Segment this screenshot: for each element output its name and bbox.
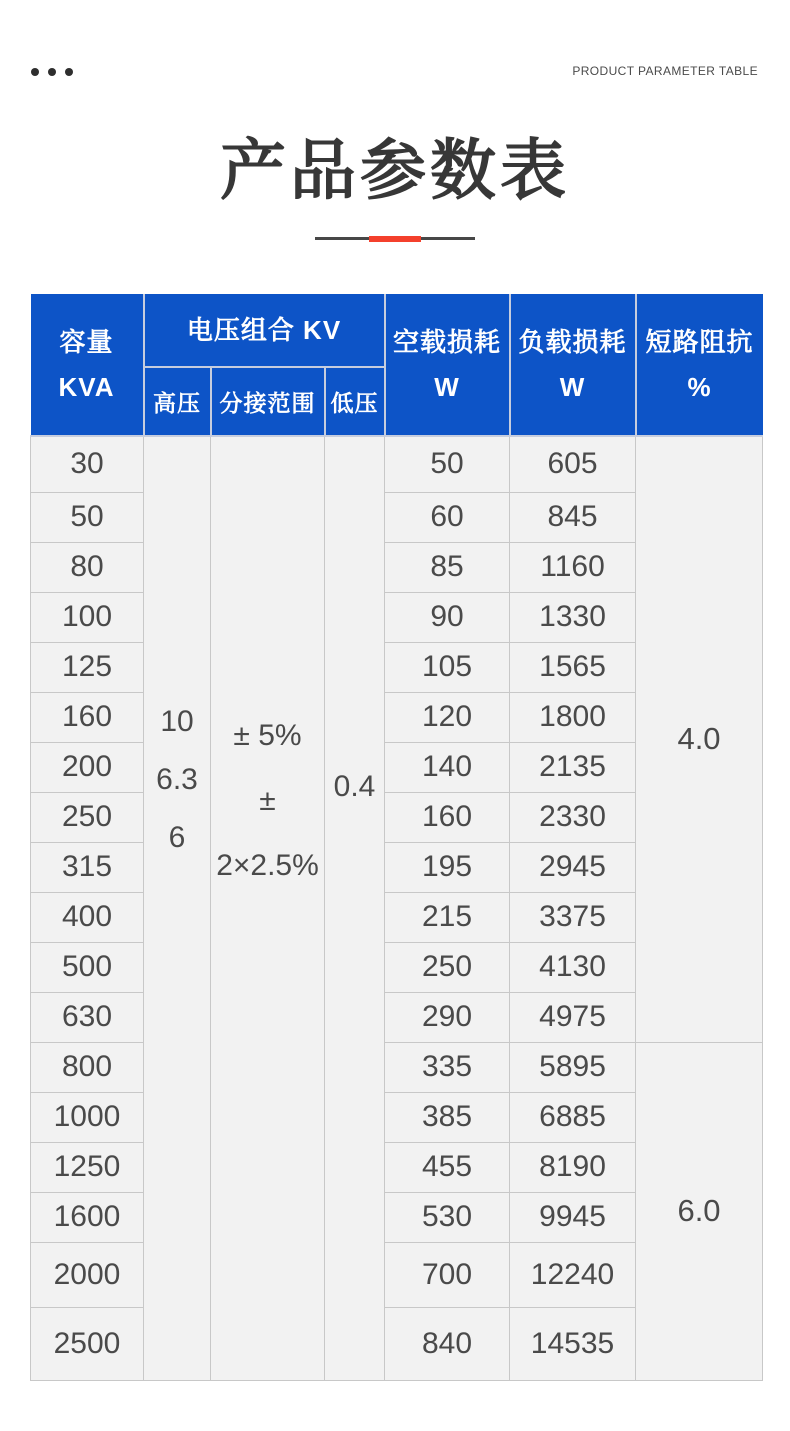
capacity-cell: 250 bbox=[31, 792, 144, 842]
load-loss-cell: 3375 bbox=[510, 892, 636, 942]
impedance-merged-cell: 6.0 bbox=[636, 1042, 763, 1380]
tap-range-value: ± 5% bbox=[233, 718, 302, 752]
header-row-main bbox=[31, 294, 763, 367]
tap-range-values bbox=[211, 703, 324, 898]
col-header-tap-range-label: 分接范围 bbox=[219, 390, 316, 416]
load-loss-cell: 14535 bbox=[510, 1307, 636, 1380]
low-voltage-value: 0.4 bbox=[333, 770, 376, 804]
col-header-load-loss-label: 负载损耗 bbox=[518, 326, 627, 357]
window-dots bbox=[31, 68, 73, 76]
no-load-loss-cell: 160 bbox=[385, 792, 510, 842]
col-header-capacity-unit: KVA bbox=[58, 371, 115, 402]
col-header-low-voltage bbox=[325, 367, 385, 436]
high-voltage-values bbox=[144, 693, 210, 867]
load-loss-cell: 1565 bbox=[510, 642, 636, 692]
no-load-loss-cell: 335 bbox=[385, 1042, 510, 1092]
page-title: 产品参数表 bbox=[220, 133, 570, 207]
load-loss-cell: 1800 bbox=[510, 692, 636, 742]
product-parameter-table bbox=[30, 294, 763, 1381]
dot-icon bbox=[48, 68, 56, 76]
no-load-loss-cell: 250 bbox=[385, 942, 510, 992]
col-header-no-load-loss-unit: W bbox=[434, 371, 460, 402]
no-load-loss-cell: 90 bbox=[385, 592, 510, 642]
dot-icon bbox=[65, 68, 73, 76]
no-load-loss-cell: 120 bbox=[385, 692, 510, 742]
no-load-loss-cell: 105 bbox=[385, 642, 510, 692]
col-header-load-loss-unit: W bbox=[559, 371, 586, 402]
capacity-cell: 2500 bbox=[31, 1307, 144, 1380]
load-loss-cell: 9945 bbox=[510, 1192, 636, 1242]
capacity-cell: 100 bbox=[31, 592, 144, 642]
no-load-loss-cell: 455 bbox=[385, 1142, 510, 1192]
col-header-voltage-combo-label: 电压组合 KV bbox=[186, 315, 342, 345]
high-voltage-value: 6 bbox=[168, 821, 186, 855]
load-loss-cell: 6885 bbox=[510, 1092, 636, 1142]
capacity-cell: 30 bbox=[31, 436, 144, 492]
col-header-capacity-label: 容量 bbox=[59, 326, 114, 357]
capacity-cell: 200 bbox=[31, 742, 144, 792]
no-load-loss-cell: 215 bbox=[385, 892, 510, 942]
capacity-cell: 80 bbox=[31, 542, 144, 592]
high-voltage-value: 6.3 bbox=[156, 763, 198, 797]
no-load-loss-cell: 840 bbox=[385, 1307, 510, 1380]
load-loss-cell: 4975 bbox=[510, 992, 636, 1042]
impedance-merged-cell: 4.0 bbox=[636, 436, 763, 1042]
no-load-loss-cell: 530 bbox=[385, 1192, 510, 1242]
col-header-impedance bbox=[636, 294, 763, 436]
load-loss-cell: 2945 bbox=[510, 842, 636, 892]
load-loss-cell: 2330 bbox=[510, 792, 636, 842]
col-header-capacity bbox=[31, 294, 144, 436]
no-load-loss-cell: 60 bbox=[385, 492, 510, 542]
load-loss-cell: 1330 bbox=[510, 592, 636, 642]
load-loss-cell: 5895 bbox=[510, 1042, 636, 1092]
dot-icon bbox=[31, 68, 39, 76]
header-eyebrow: PRODUCT PARAMETER TABLE bbox=[572, 64, 758, 78]
no-load-loss-cell: 195 bbox=[385, 842, 510, 892]
capacity-cell: 400 bbox=[31, 892, 144, 942]
col-header-low-voltage-label: 低压 bbox=[330, 390, 379, 416]
high-voltage-value: 10 bbox=[160, 705, 194, 739]
col-header-tap-range bbox=[211, 367, 325, 436]
capacity-cell: 50 bbox=[31, 492, 144, 542]
load-loss-cell: 1160 bbox=[510, 542, 636, 592]
capacity-cell: 1250 bbox=[31, 1142, 144, 1192]
col-header-impedance-label: 短路阻抗 bbox=[645, 326, 754, 357]
no-load-loss-cell: 50 bbox=[385, 436, 510, 492]
tap-range-merged-cell bbox=[211, 436, 325, 1380]
capacity-cell: 315 bbox=[31, 842, 144, 892]
load-loss-cell: 2135 bbox=[510, 742, 636, 792]
col-header-high-voltage-label: 高压 bbox=[153, 390, 201, 416]
table-row bbox=[31, 1042, 763, 1092]
col-header-no-load-loss bbox=[385, 294, 510, 436]
no-load-loss-cell: 290 bbox=[385, 992, 510, 1042]
col-header-load-loss bbox=[510, 294, 636, 436]
high-voltage-merged-cell bbox=[144, 436, 211, 1380]
load-loss-cell: 8190 bbox=[510, 1142, 636, 1192]
capacity-cell: 125 bbox=[31, 642, 144, 692]
table-row bbox=[31, 436, 763, 492]
capacity-cell: 2000 bbox=[31, 1242, 144, 1307]
divider-accent bbox=[369, 236, 421, 242]
title-divider bbox=[315, 236, 475, 242]
col-header-high-voltage bbox=[144, 367, 211, 436]
capacity-cell: 800 bbox=[31, 1042, 144, 1092]
capacity-cell: 1600 bbox=[31, 1192, 144, 1242]
capacity-cell: 1000 bbox=[31, 1092, 144, 1142]
no-load-loss-cell: 700 bbox=[385, 1242, 510, 1307]
table-container bbox=[30, 294, 762, 1381]
col-header-no-load-loss-label: 空载损耗 bbox=[393, 326, 502, 357]
col-header-impedance-unit: % bbox=[687, 371, 712, 402]
col-header-voltage-combo bbox=[144, 294, 385, 367]
load-loss-cell: 12240 bbox=[510, 1242, 636, 1307]
table-body bbox=[31, 436, 763, 1380]
capacity-cell: 500 bbox=[31, 942, 144, 992]
load-loss-cell: 845 bbox=[510, 492, 636, 542]
capacity-cell: 630 bbox=[31, 992, 144, 1042]
load-loss-cell: 605 bbox=[510, 436, 636, 492]
capacity-cell: 160 bbox=[31, 692, 144, 742]
no-load-loss-cell: 385 bbox=[385, 1092, 510, 1142]
load-loss-cell: 4130 bbox=[510, 942, 636, 992]
low-voltage-merged-cell bbox=[325, 436, 385, 1380]
tap-range-value: ± 2×2.5% bbox=[216, 783, 319, 882]
no-load-loss-cell: 140 bbox=[385, 742, 510, 792]
no-load-loss-cell: 85 bbox=[385, 542, 510, 592]
